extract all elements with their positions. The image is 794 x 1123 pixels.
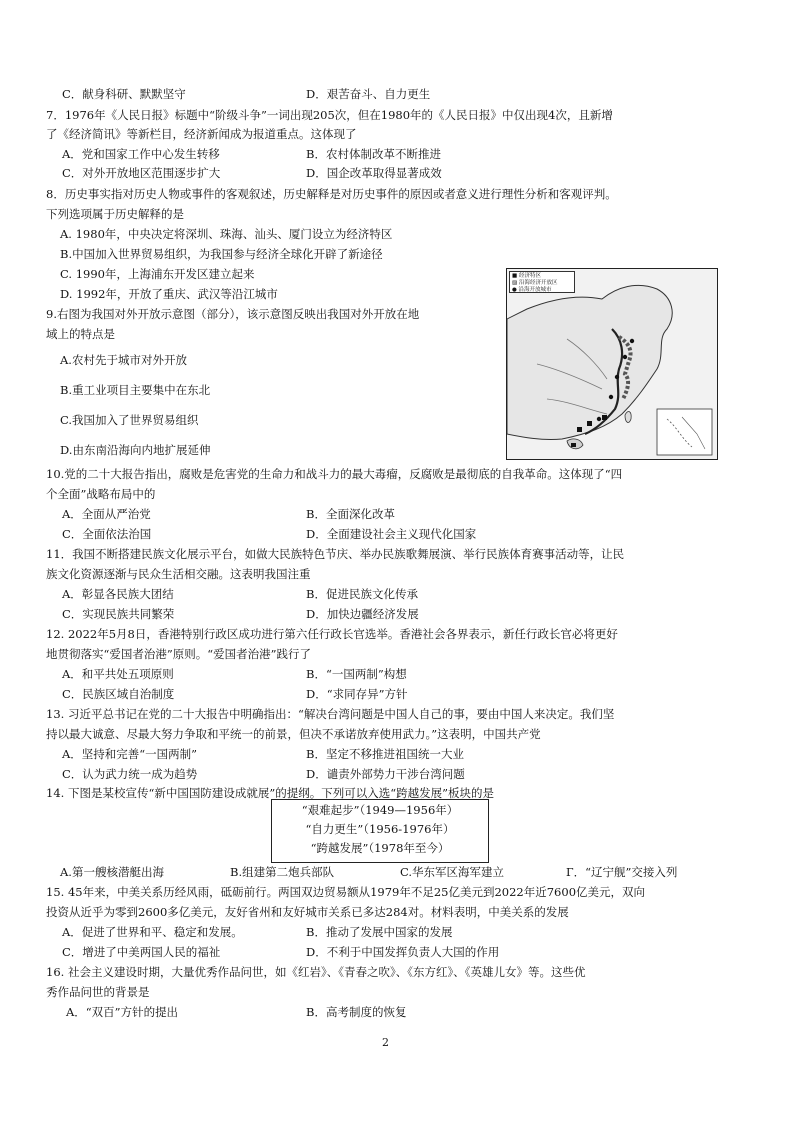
q14-stem: 14. 下图是某校宣传“新中国国防建设成就展”的提纲。下列可以入选“跨越发展”板块的是	[46, 786, 494, 800]
q7-stem-line1: 7．1976年《人民日报》标题中“阶级斗争”一词出现205次，但在1980年的《人民日报》中仅出现4次，且新增	[46, 108, 613, 122]
q16-stem-line2: 秀作品问世的背景是	[46, 985, 150, 999]
q16-option-b: B．高考制度的恢复	[306, 1005, 407, 1019]
china-coast-map-graphic	[507, 269, 717, 459]
q6-option-c: C．献身科研、默默坚守	[62, 87, 186, 101]
exhibition-outline-box	[271, 799, 489, 863]
q10-option-c: C．全面依法治国	[62, 527, 152, 541]
q7-option-c: C．对外开放地区范围逐步扩大	[62, 166, 221, 180]
q12-option-b: B．“一国两制”构想	[306, 667, 407, 681]
q16-option-a: A．“双百”方针的提出	[66, 1005, 179, 1019]
q12-option-d: D．“求同存异”方针	[306, 687, 408, 701]
q8-stem-line2: 下列选项属于历史解释的是	[46, 207, 184, 221]
q13-option-c: C．认为武力统一成为趋势	[62, 767, 198, 781]
q13-option-b: B．坚定不移推进祖国统一大业	[306, 747, 464, 761]
stage-difficult-start: “艰难起步”（1949—1956年）	[301, 803, 459, 817]
q15-stem-line2: 投资从近乎为零到2600多亿美元，友好省州和友好城市关系已多达284对。材料表明，中美关系的发展	[46, 905, 569, 919]
q13-option-a: A．坚持和完善“一国两制”	[62, 747, 198, 761]
q10-stem-line2: 个全面”战略布局中的	[46, 487, 156, 501]
q15-stem-line1: 15. 45年来，中美关系历经风雨，砥砺前行。两国双边贸易额从1979年不足25亿美元到2022年近7600亿美元，双向	[46, 885, 646, 899]
q9-option-a: A.农村先于城市对外开放	[60, 353, 187, 367]
page-number: 2	[382, 1036, 389, 1049]
q7-option-b: B．农村体制改革不断推进	[306, 147, 441, 161]
q11-option-b: B．促进民族文化传承	[306, 587, 418, 601]
q9-stem-line1: 9.右图为我国对外开放示意图（部分），该示意图反映出我国对外开放在地	[46, 307, 420, 321]
q8-option-c: C. 1990年，上海浦东开发区建立起来	[60, 267, 255, 281]
q7-option-a: A．党和国家工作中心发生转移	[62, 147, 220, 161]
map-legend-special-zone: ■ 经济特区	[512, 273, 541, 279]
q11-option-d: D．加快边疆经济发展	[306, 607, 419, 621]
map-legend-open-city: ● 沿海开放城市	[512, 287, 552, 293]
q12-stem-line2: 地贯彻落实“爱国者治港”原则。“爱国者治港”践行了	[46, 647, 312, 661]
q16-stem-line1: 16. 社会主义建设时期，大量优秀作品问世，如《红岩》、《青春之吹》、《东方红》、《英雄儿女》等。这些优	[46, 965, 586, 979]
q15-option-c: C．增进了中美两国人民的福祉	[62, 945, 221, 959]
q13-stem-line1: 13. 习近平总书记在党的二十大报告中明确指出：“解决台湾问题是中国人自己的事，要由中国人来决定。我们坚	[46, 707, 615, 721]
q12-stem-line1: 12. 2022年5月8日，香港特别行政区成功进行第六任行政长官选举。香港社会各界表示，新任行政长官必将更好	[46, 627, 618, 641]
q11-option-c: C．实现民族共同繁荣	[62, 607, 175, 621]
q9-option-c: C.我国加入了世界贸易组织	[60, 413, 199, 427]
q11-stem-line2: 族文化资源逐渐与民众生活相交融。这表明我国注重	[46, 567, 311, 581]
stage-leap-development: “跨越发展”（1978年至今）	[310, 841, 450, 855]
q8-option-a: A. 1980年，中央决定将深圳、珠海、汕头、厦门设立为经济特区	[60, 227, 393, 241]
q11-option-a: A．彰显各民族大团结	[62, 587, 174, 601]
q12-option-a: A．和平共处五项原则	[62, 667, 174, 681]
q10-stem-line1: 10.党的二十大报告指出，腐败是危害党的生命力和战斗力的最大毒瘤，反腐败是最彻底的自我革命。这体现了“四	[46, 467, 623, 481]
q14-option-a: A.第一艘核潜艇出海	[60, 865, 164, 879]
opening-up-map	[506, 268, 718, 460]
q6-option-d: D．艰苦奋斗、自力更生	[306, 87, 431, 101]
q15-option-d: D．不利于中国发挥负责人大国的作用	[306, 945, 500, 959]
stage-self-reliance: “自力更生”（1956-1976年）	[305, 822, 455, 836]
q7-option-d: D．国企改革取得显著成效	[306, 166, 442, 180]
q9-option-d: D.由东南沿海向内地扩展延伸	[60, 443, 211, 457]
q14-option-b: B.组建第二炮兵部队	[230, 865, 335, 879]
q10-option-d: D．全面建设社会主义现代化国家	[306, 527, 477, 541]
q12-option-c: C．民族区域自治制度	[62, 687, 175, 701]
map-legend-open-region: ▨ 沿海经济开放区	[512, 280, 558, 286]
q15-option-a: A．促进了世界和平、稳定和发展。	[62, 925, 243, 939]
map-legend	[509, 271, 575, 293]
q13-stem-line2: 持以最大诚意、尽最大努力争取和平统一的前景，但决不承诺放弃使用武力。”这表明，中国共产党	[46, 727, 541, 741]
q11-stem-line1: 11．我国不断搭建民族文化展示平台，如做大民族特色节庆、举办民族歌舞展演、举行民族体育赛事活动等，让民	[46, 547, 625, 561]
q15-option-b: B．推动了发展中国家的发展	[306, 925, 453, 939]
q10-option-b: B．全面深化改革	[306, 507, 395, 521]
q13-option-d: D．谴责外部势力干涉台湾问题	[306, 767, 465, 781]
q9-option-b: B.重工业项目主要集中在东北	[60, 383, 211, 397]
q7-stem-line2: 了《经济简讯》等新栏目，经济新闻成为报道重点。这体现了	[46, 127, 357, 141]
q10-option-a: A．全面从严治党	[62, 507, 151, 521]
q8-option-b: B.中国加入世界贸易组织，为我国参与经济全球化开辟了新途径	[60, 247, 383, 261]
q8-option-d: D. 1992年，开放了重庆、武汉等沿江城市	[60, 287, 278, 301]
q8-stem-line1: 8．历史事实指对历史人物或事件的客观叙述，历史解释是对历史事件的原因或者意义进行理性分析和客观评判。	[46, 187, 617, 201]
q14-option-c: C.华东军区海军建立	[400, 865, 505, 879]
q14-option-d: Г．“辽宁舰”交接入列	[566, 865, 678, 879]
q9-stem-line2: 域上的特点是	[46, 327, 115, 341]
